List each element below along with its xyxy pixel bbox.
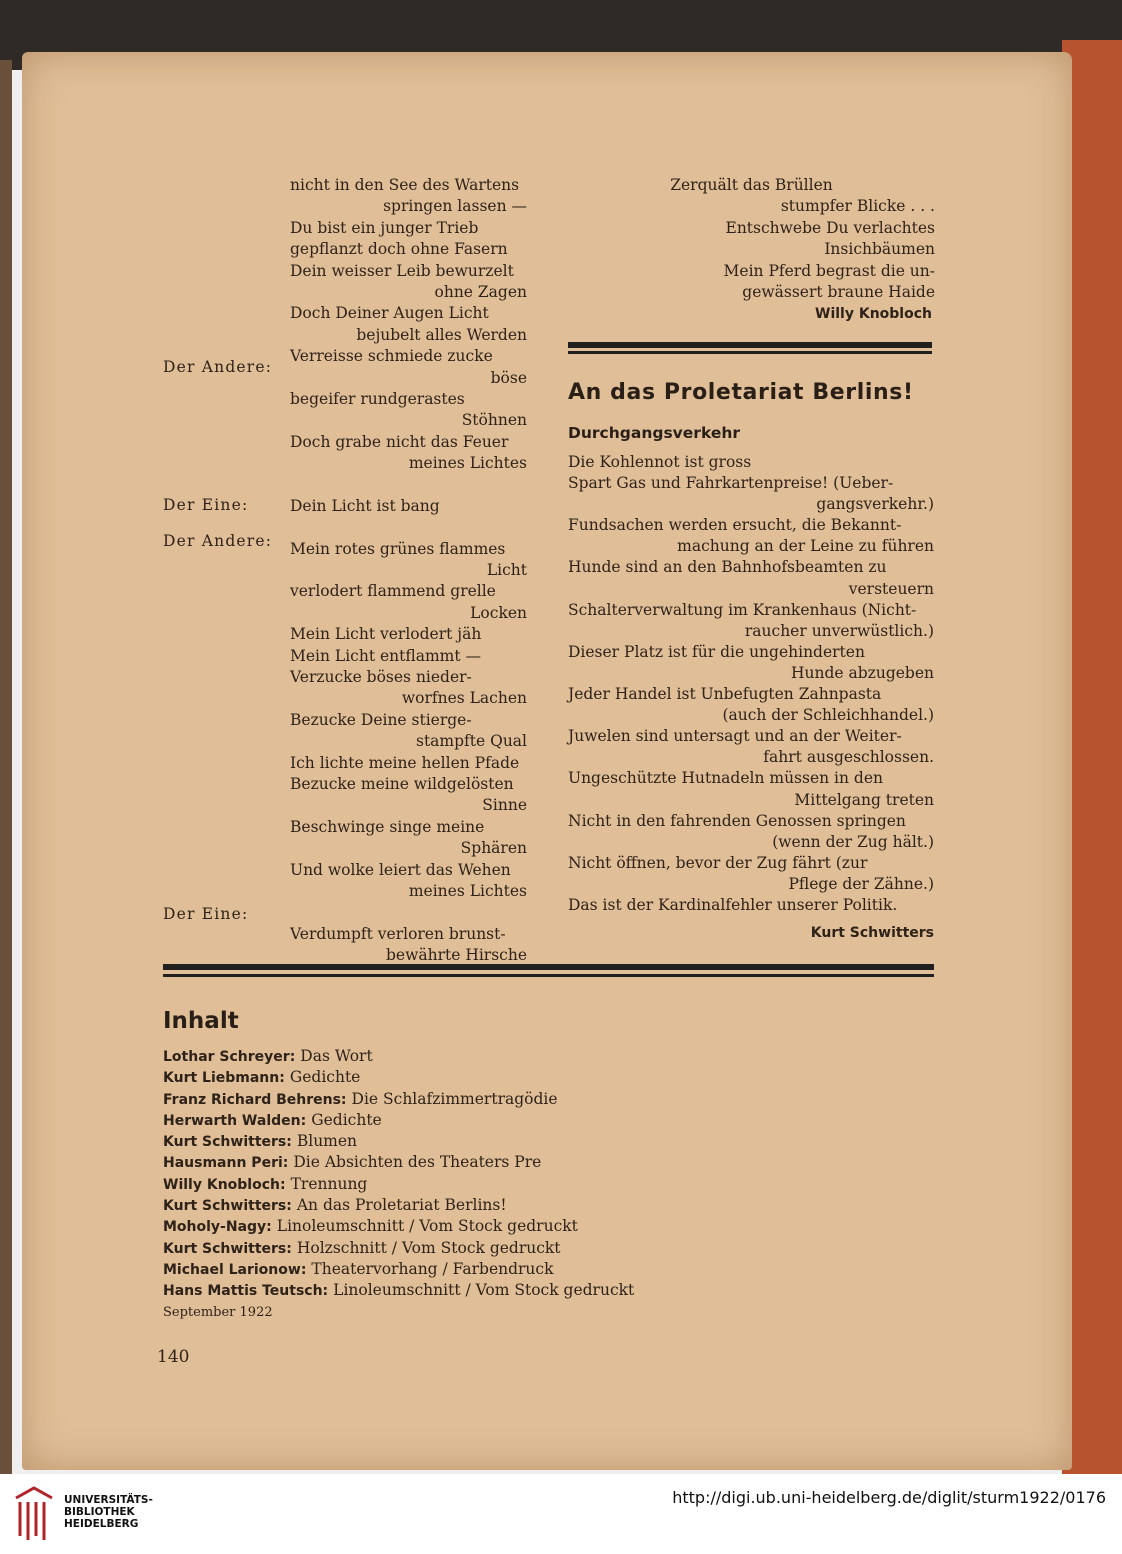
text-line: Die Kohlennot ist gross [568,453,752,471]
proletariat-subtitle: Durchgangsverkehr [568,424,741,442]
text-line [290,902,527,923]
text-line: Entschwebe Du verlachtes [725,218,935,237]
text-line: Schalterverwaltung im Krankenhaus (Nicht- [568,600,917,619]
text-line: meines Lichtes [408,454,527,473]
text-line: springen lassen — [383,197,527,216]
text-line: stampfte Qual [416,732,527,751]
toc-list [163,1047,634,1303]
toc-author: Kurt Schwitters: [163,1240,292,1257]
toc-work: Theatervorhang / Farbendruck [311,1259,554,1278]
text-line: Dein weisser Leib bewurzelt [290,261,514,280]
text-line: meines Lichtes [408,881,527,900]
poem-right-column [568,175,935,303]
divider-rule-full-thin [163,974,934,977]
text-line: Mittelgang treten [794,790,934,809]
source-url-link[interactable]: http://digi.ub.uni-heidelberg.de/diglit/sturm1922/0176 [672,1488,1106,1507]
toc-entry [163,1260,634,1281]
toc-author: Kurt Schwitters: [163,1134,292,1151]
text-line: versteuern [848,579,934,598]
toc-author: Franz Richard Behrens: [163,1091,347,1108]
toc-author: Kurt Schwitters: [163,1198,292,1215]
toc-work: Trennung [290,1174,368,1193]
library-name-line3: HEIDELBERG [64,1518,139,1530]
toc-work: Die Absichten des Theaters Pre [293,1153,542,1172]
proletariat-title: An das Proletariat Berlins! [568,380,914,405]
speaker-der-andere-1: Der Andere: [163,358,273,376]
toc-author: Michael Larionow: [163,1261,307,1278]
text-line: Beschwinge singe meine [290,817,485,836]
toc-author: Hans Mattis Teutsch: [163,1283,329,1300]
text-line: Stöhnen [461,411,527,430]
toc-work: Die Schlafzimmertragödie [351,1089,558,1108]
text-line: bejubelt alles Werden [356,325,527,344]
toc-author: Hausmann Peri: [163,1155,289,1172]
text-line: Bezucke meine wildgelösten [290,774,514,793]
text-line: Sinne [482,796,527,815]
text-line: nicht in den See des Wartens [290,176,520,194]
toc-author: Herwarth Walden: [163,1112,307,1129]
text-line: Mein rotes grünes flammes [290,539,506,558]
text-line: Dein Licht ist bang [290,496,440,515]
text-line: Sphären [460,839,527,858]
text-line: Du bist ein junger Trieb [290,218,479,237]
toc-entry [163,1153,634,1174]
text-line: böse [490,368,527,387]
text-line: Locken [470,603,527,622]
divider-rule-upper-thin [568,351,932,354]
schwitters-signature: Kurt Schwitters [810,925,934,941]
toc-entry [163,1111,634,1132]
text-line: Mein Licht entflammt — [290,646,481,665]
text-line: Mein Pferd begrast die un- [723,261,935,280]
text-line [290,474,527,495]
text-line: Bezucke Deine stierge- [290,710,472,729]
library-name [64,1494,153,1530]
text-line: ohne Zagen [434,282,527,301]
divider-rule-upper [568,342,932,348]
poem-left-column [290,175,527,966]
toc-author: Kurt Liebmann: [163,1070,285,1087]
text-line: gepflanzt doch ohne Fasern [290,240,508,259]
book-binding-left [0,60,12,1480]
text-line: Ich lichte meine hellen Pfade [290,753,520,772]
speaker-der-eine-1: Der Eine: [163,496,249,514]
text-line: Doch Deiner Augen Licht [290,304,489,323]
toc-entry [163,1196,634,1217]
toc-entry [163,1175,634,1196]
toc-author: Willy Knobloch: [163,1176,286,1193]
text-line: Pflege der Zähne.) [788,874,934,893]
library-footer [0,1474,1122,1554]
text-line: Verdumpft verloren brunst- [290,924,506,943]
text-line [290,517,527,538]
toc-work: Linoleumschnitt / Vom Stock gedruckt [276,1217,578,1236]
toc-author: Lothar Schreyer: [163,1049,296,1065]
knobloch-signature: Willy Knobloch [815,306,932,322]
divider-rule-full [163,964,934,970]
text-line: Fundsachen werden ersucht, die Bekannt- [568,516,902,535]
toc-work: Holzschnitt / Vom Stock gedruckt [296,1238,561,1257]
toc-entry [163,1217,634,1238]
text-line: Hunde sind an den Bahnhofsbeamten zu [568,558,887,577]
text-line: Juwelen sind untersagt und an der Weiter- [568,727,902,746]
issue-date: September 1922 [163,1305,273,1320]
toc-entry [163,1068,634,1089]
text-line: Doch grabe nicht das Feuer [290,432,509,451]
text-line: raucher unverwüstlich.) [744,621,934,640]
toc-work: Gedichte [289,1068,361,1087]
text-line: Jeder Handel ist Unbefugten Zahnpasta [568,685,882,704]
text-line: Und wolke leiert das Wehen [290,860,511,879]
text-line: (wenn der Zug hält.) [772,832,934,851]
toc-author: Moholy-Nagy: [163,1219,272,1236]
text-line: machung an der Leine zu führen [677,537,934,556]
university-library-logo-icon [12,1484,56,1544]
text-line: bewährte Hirsche [386,946,527,965]
toc-entry [163,1090,634,1111]
toc-work: Das Wort [300,1047,373,1065]
text-line: Verreisse schmiede zucke [290,347,493,366]
text-line: Das ist der Kardinalfehler unserer Politik. [568,895,898,914]
toc-entry [163,1047,634,1068]
toc-entry [163,1132,634,1153]
text-line: stumpfer Blicke . . . [780,197,935,216]
toc-entry [163,1239,634,1260]
toc-work: Blumen [296,1132,358,1151]
toc-title: Inhalt [163,1008,239,1034]
text-line: Ungeschützte Hutnadeln müssen in den [568,769,883,788]
text-line: Dieser Platz ist für die ungehinderten [568,642,865,661]
text-line: Zerquält das Brüllen [670,176,833,194]
text-line: Nicht in den fahrenden Genossen springen [568,811,906,830]
text-line: Mein Licht verlodert jäh [290,625,482,644]
toc-work: Linoleumschnitt / Vom Stock gedruckt [333,1281,635,1300]
text-line: Verzucke böses nieder- [290,667,472,686]
toc-work: An das Proletariat Berlins! [296,1196,507,1215]
library-name-line1: UNIVERSITÄTS- [64,1494,153,1506]
text-line: worfnes Lachen [401,689,527,708]
text-line: (auch der Schleichhandel.) [722,706,934,725]
text-line: gangsverkehr.) [816,495,934,514]
text-line: Hunde abzugeben [791,663,934,682]
text-line: gewässert braune Haide [742,282,935,301]
text-line: Spart Gas und Fahrkartenpreise! (Ueber- [568,474,894,493]
proletariat-text [568,452,934,916]
speaker-der-andere-2: Der Andere: [163,532,273,550]
text-line: Licht [486,561,527,580]
text-line: Nicht öffnen, bevor der Zug fährt (zur [568,853,868,872]
text-line: Insichbäumen [824,240,935,259]
text-line: begeifer rundgerastes [290,389,465,408]
library-name-line2: BIBLIOTHEK [64,1506,135,1518]
page-number: 140 [157,1347,190,1367]
speaker-der-eine-2: Der Eine: [163,905,249,923]
text-line: fahrt ausgeschlossen. [763,748,934,767]
text-line: verlodert flammend grelle [290,582,496,601]
toc-entry [163,1281,634,1302]
toc-work: Gedichte [311,1110,382,1129]
